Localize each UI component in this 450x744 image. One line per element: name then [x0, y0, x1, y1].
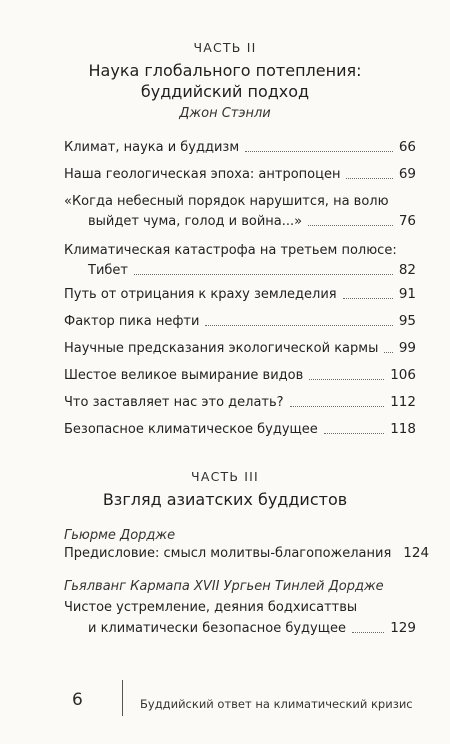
part-2-label: ЧАСТЬ II [193, 40, 257, 55]
toc-entry[interactable] [64, 367, 416, 384]
part-2-author: Джон Стэнли [179, 106, 271, 121]
toc-entry-page: 76 [398, 213, 416, 229]
toc-entry[interactable] [64, 139, 416, 156]
part-2-title-line1: Наука глобального потепления: [88, 61, 362, 80]
footer-divider [122, 680, 123, 716]
toc-entry-title: Климат, наука и буддизм [64, 140, 240, 155]
toc-entry-title: Фактор пика нефти [64, 314, 200, 329]
leader-dots [308, 225, 393, 226]
toc-entry-page: 82 [398, 262, 416, 278]
toc-entry-title: Предисловие: смысл молитвы-благопожелания [64, 546, 392, 561]
part-3-label: ЧАСТЬ III [191, 469, 259, 484]
toc-entry-title: Что заставляет нас это делать? [64, 395, 284, 410]
leader-dots [245, 151, 393, 152]
author-name: Гьюрме Дордже [64, 528, 176, 543]
leader-dots [346, 178, 392, 179]
toc-entry[interactable] [64, 545, 430, 562]
toc-entry-page: 129 [390, 620, 416, 636]
toc-entry-title: Безопасное климатическое будущее [64, 422, 318, 437]
part-2-title [30, 60, 420, 102]
leader-dots [384, 352, 392, 353]
toc-entry-page: 106 [390, 367, 416, 383]
toc-entry[interactable] [64, 421, 416, 438]
author-name: Гьялванг Кармапа XVII Ургьен Тинлей Дордже [64, 579, 384, 594]
part-2-title-line2: буддийский подход [140, 82, 310, 101]
toc-entry-title: выйдет чума, голод и война...» [88, 214, 303, 229]
leader-dots [352, 632, 384, 633]
toc-entry[interactable] [64, 599, 416, 637]
toc-entry-page: 118 [390, 421, 416, 437]
leader-dots [309, 379, 384, 380]
toc-entry-title: Научные предсказания экологической кармы [64, 341, 379, 356]
toc-entry[interactable] [64, 313, 416, 330]
toc-entry[interactable] [64, 242, 416, 279]
toc-entry-page: 66 [398, 139, 416, 155]
toc-entry-title: Путь от отрицания к краху земледелия [64, 287, 337, 302]
toc-entry-page: 112 [390, 394, 416, 410]
toc-entry-title: Тибет [88, 263, 128, 278]
part-3-title: Взгляд азиатских буддистов [102, 490, 348, 509]
running-title: Буддийский ответ на климатический кризис [140, 697, 413, 711]
leader-dots [134, 274, 393, 275]
leader-dots [290, 406, 385, 407]
toc-entry[interactable] [64, 166, 416, 183]
leader-dots [205, 325, 392, 326]
toc-entry[interactable] [64, 286, 416, 303]
leader-dots [343, 298, 393, 299]
toc-entry-page: 95 [398, 313, 416, 329]
toc-entry-title: Наша геологическая эпоха: антропоцен [64, 167, 341, 182]
toc-entry-page: 124 [403, 545, 430, 561]
toc-entry-title: и климатически безопасное будущее [88, 621, 346, 636]
page-number: 6 [72, 690, 83, 710]
toc-entry-title-line1: «Когда небесный порядок нарушится, на волю [64, 194, 389, 209]
toc-entry[interactable] [64, 193, 416, 230]
toc-entry-title-line1: Чистое устремление, деяния бодхисаттвы [64, 600, 358, 615]
toc-entry-title-line1: Климатическая катастрофа на третьем полюсе: [64, 243, 397, 258]
toc-entry-page: 69 [398, 166, 416, 182]
toc-entry-title: Шестое великое вымирание видов [64, 368, 304, 383]
toc-entry-page: 99 [398, 340, 416, 356]
toc-entry-page: 91 [398, 286, 416, 302]
toc-entry[interactable] [64, 340, 416, 357]
toc-entry[interactable] [64, 394, 416, 411]
leader-dots [324, 433, 384, 434]
